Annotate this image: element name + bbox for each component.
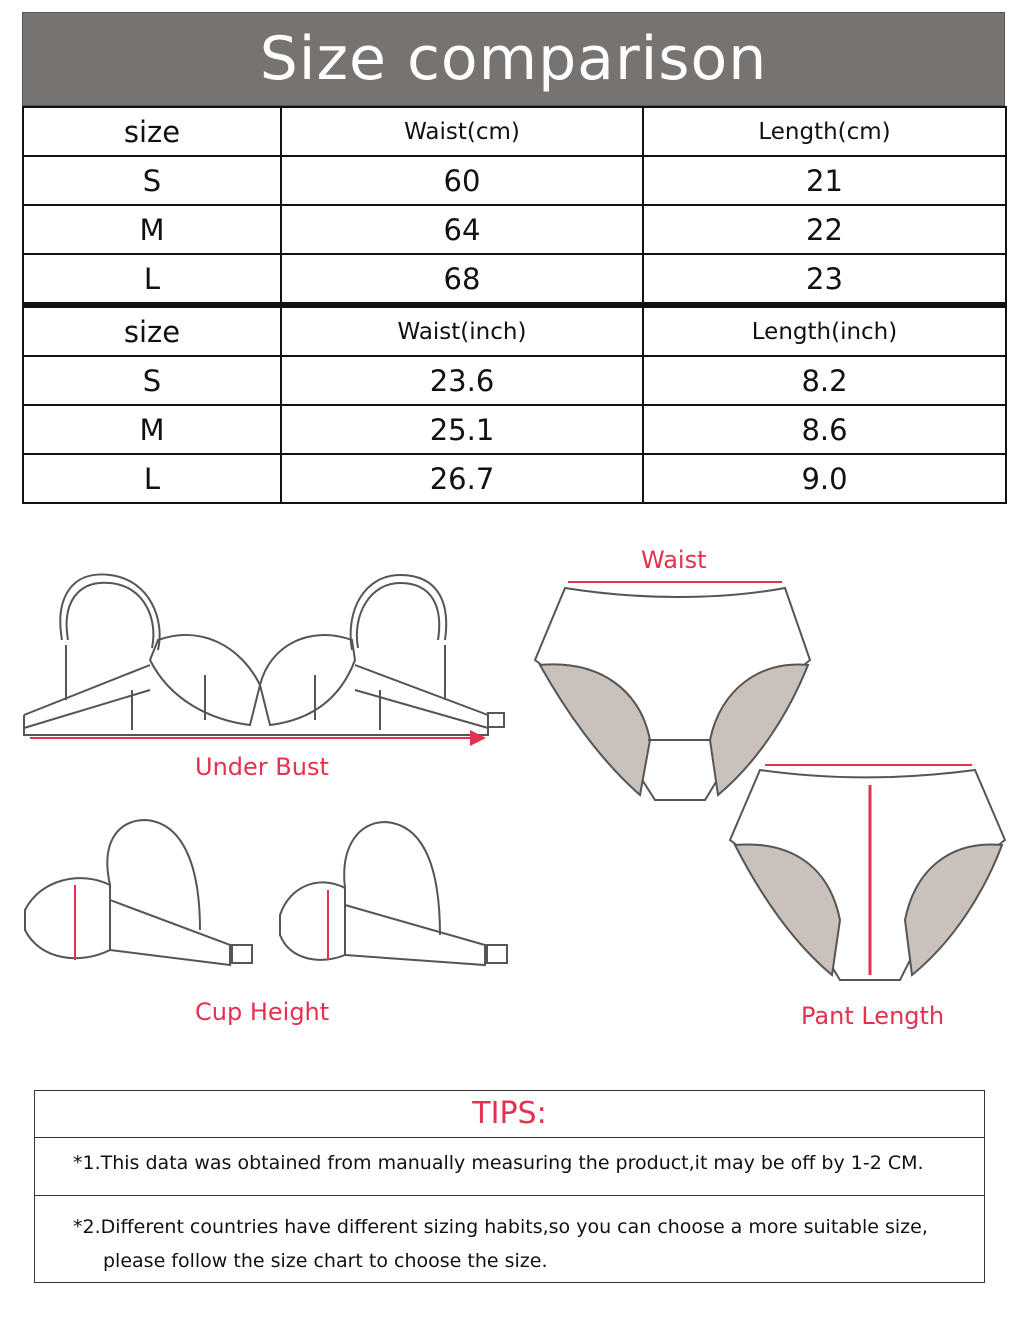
cell-length: 22	[643, 205, 1006, 254]
pant-length-label: Pant Length	[801, 1002, 945, 1030]
tip-2	[35, 1196, 984, 1278]
header-waist: Waist(cm)	[281, 107, 643, 156]
cell-length: 8.2	[643, 356, 1006, 405]
cell-size: M	[23, 405, 281, 454]
bra-side-illustration	[25, 820, 507, 965]
header-length: Length(inch)	[643, 306, 1006, 357]
header-size: size	[23, 107, 281, 156]
waist-label: Waist	[641, 546, 707, 574]
cell-waist: 25.1	[281, 405, 643, 454]
cell-waist: 26.7	[281, 454, 643, 503]
cell-size: S	[23, 156, 281, 205]
tips-box	[34, 1090, 985, 1283]
cup-height-label: Cup Height	[195, 998, 330, 1026]
tip-2-line-1: *2.Different countries have different sizing habits,so you can choose a more suitable size,	[73, 1216, 928, 1238]
pant-length-illustration	[730, 770, 1005, 980]
cell-size: L	[23, 454, 281, 503]
cell-waist: 68	[281, 254, 643, 303]
under-bust-label: Under Bust	[195, 753, 329, 781]
header-size: size	[23, 306, 281, 357]
cell-length: 9.0	[643, 454, 1006, 503]
bra-front-illustration	[24, 574, 504, 735]
pant-waist-illustration	[535, 588, 810, 800]
header-length: Length(cm)	[643, 107, 1006, 156]
tip-2-line-2: please follow the size chart to choose the size.	[103, 1250, 548, 1272]
cell-length: 23	[643, 254, 1006, 303]
cell-waist: 60	[281, 156, 643, 205]
cell-length: 8.6	[643, 405, 1006, 454]
cell-length: 21	[643, 156, 1006, 205]
tip-1: *1.This data was obtained from manually measuring the product,it may be off by 1-2 CM.	[35, 1138, 984, 1196]
tips-title: TIPS:	[35, 1091, 984, 1138]
cell-waist: 64	[281, 205, 643, 254]
header-waist: Waist(inch)	[281, 306, 643, 357]
cell-waist: 23.6	[281, 356, 643, 405]
page-title: Size comparison	[259, 24, 768, 94]
cell-size: M	[23, 205, 281, 254]
cell-size: L	[23, 254, 281, 303]
cell-size: S	[23, 356, 281, 405]
